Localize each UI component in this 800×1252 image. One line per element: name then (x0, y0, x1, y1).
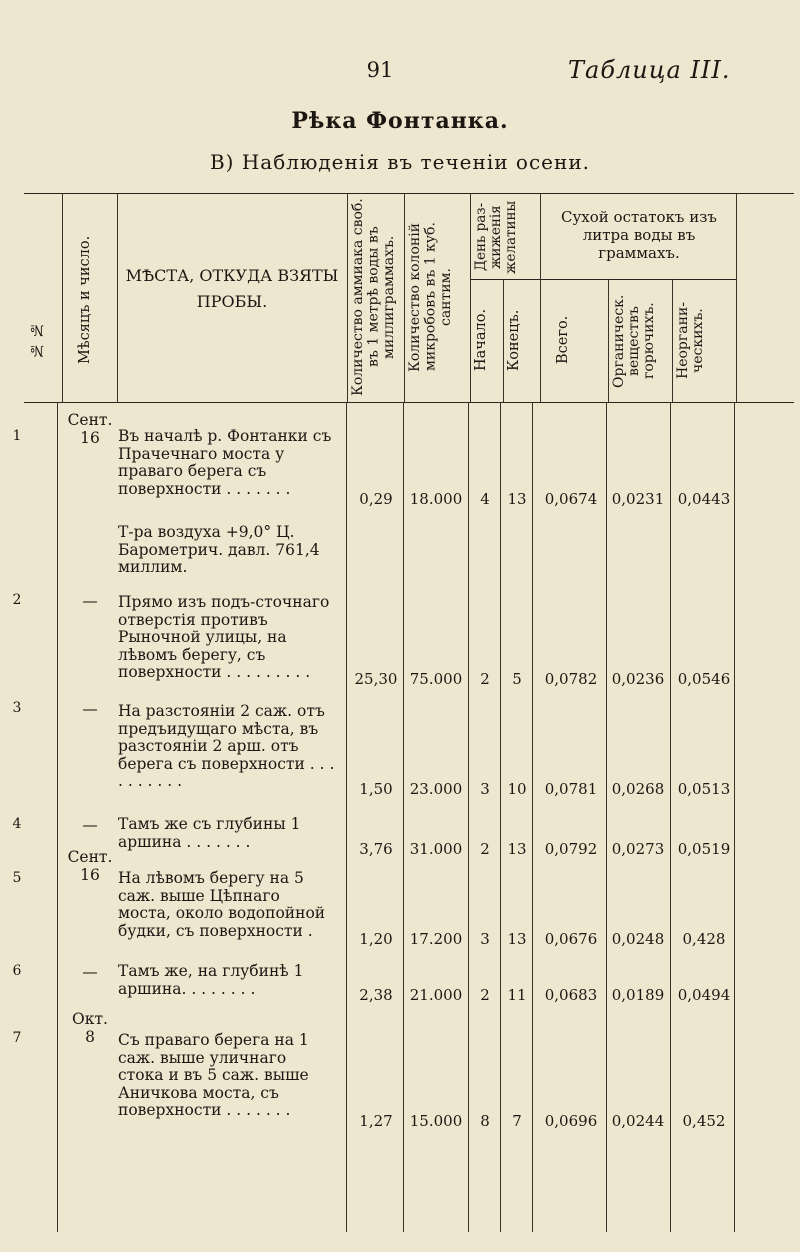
colonies-value: 21.000 (409, 986, 463, 1004)
sample-place: Съ праваго берега на 1 саж. выше уличнаго стока и въ 5 саж. выше Аничкова моста, съ поверхности . . . . . . . (118, 1031, 309, 1119)
gel-end-value: 13 (507, 490, 527, 508)
sample-place: Тамъ же съ глубины 1 аршина . . . . . . . (118, 815, 301, 851)
col-rule (57, 402, 58, 1232)
row-date (60, 816, 120, 834)
row-number: 6 (12, 963, 22, 979)
document-subtitle: В) Наблюденія въ теченіи осени. (209, 150, 591, 174)
gel-start-value: 3 (480, 930, 490, 948)
col-rule (532, 402, 533, 1232)
column-header-gel-start: Начало. (473, 308, 489, 372)
column-header-dry-group: Сухой остатокъ изъ литра воды въ граммахъ. (561, 208, 717, 262)
dry-total-value: 0,0676 (544, 930, 598, 948)
date-month: — (82, 700, 98, 718)
gel-start-value: 2 (480, 986, 490, 1004)
column-header-date: Мѣсяцъ и число. (77, 235, 93, 365)
row-number: 2 (12, 592, 22, 608)
dry-inorganic-value: 0,0513 (677, 780, 731, 798)
col-rule (468, 402, 469, 1232)
dry-total-value: 0,0782 (544, 670, 598, 688)
col-rule (470, 193, 471, 402)
dry-inorganic-value: 0,0546 (677, 670, 731, 688)
gel-start-value: 8 (480, 1112, 490, 1130)
col-rule (500, 402, 501, 1232)
column-header-ammonia: Количество аммиака своб. въ 1 метрѣ воды въ миллиграммахъ. (350, 198, 397, 396)
date-day: 8 (85, 1028, 95, 1046)
row-date (60, 848, 120, 884)
dry-inorganic-value: 0,452 (682, 1112, 726, 1130)
date-month: Сент. (67, 848, 113, 866)
gel-end-value: 11 (507, 986, 527, 1004)
table-top-rule (24, 193, 794, 194)
dry-total-value: 0,0674 (544, 490, 598, 508)
table-label: Таблица III. (568, 56, 731, 84)
gel-end-value: 5 (512, 670, 522, 688)
gel-subheader-rule (470, 279, 540, 280)
sample-place: Тамъ же, на глубинѣ 1 аршина. . . . . . . . (118, 962, 304, 998)
col-rule (672, 279, 673, 402)
col-rule (670, 402, 671, 1232)
gel-start-value: 2 (480, 670, 490, 688)
dry-total-value: 0,0683 (544, 986, 598, 1004)
col-rule (606, 402, 607, 1232)
date-month: Сент. (67, 411, 113, 429)
row-date (60, 700, 120, 718)
column-header-dry-inorganic: Неоргани- ческихъ. (675, 302, 706, 380)
col-rule (346, 402, 347, 1232)
document-title: Рѣка Фонтанка. (291, 108, 509, 134)
dry-organic-value: 0,0244 (611, 1112, 665, 1130)
col-rule (608, 279, 609, 402)
col-rule (403, 402, 404, 1232)
column-header-dry-total: Всего. (555, 315, 571, 365)
gel-start-value: 4 (480, 490, 490, 508)
date-day: 16 (80, 866, 100, 884)
column-header-colonies: Количество колоній микробовъ въ 1 куб. сантим. (407, 222, 454, 372)
gel-start-value: 2 (480, 840, 490, 858)
row-date (60, 1010, 120, 1046)
col-rule (117, 193, 118, 402)
sample-place: На разстояніи 2 саж. отъ предъидущаго мѣста, въ разстояніи 2 арш. отъ берега съ поверхности . . . . . . . . . . (118, 702, 335, 790)
ammonia-value: 1,50 (359, 780, 393, 798)
date-day: 16 (80, 429, 100, 447)
colonies-value: 31.000 (409, 840, 463, 858)
date-month: — (82, 963, 98, 981)
column-header-dry-organic: Органическ. веществъ горючихъ. (611, 294, 657, 388)
header-bottom-rule (24, 402, 794, 403)
colonies-value: 23.000 (409, 780, 463, 798)
row-number: 1 (12, 428, 22, 444)
row-date (60, 963, 120, 981)
column-header-place: МѢСТА, ОТКУДА ВЗЯТЫ ПРОБЫ. (125, 266, 339, 311)
row-number: 3 (12, 700, 22, 716)
dry-inorganic-value: 0,0519 (677, 840, 731, 858)
col-rule (404, 193, 405, 402)
dry-organic-value: 0,0236 (611, 670, 665, 688)
colonies-value: 75.000 (409, 670, 463, 688)
column-header-gel-group: День раз- жиженія желатины (473, 200, 519, 274)
row-number: 4 (12, 816, 22, 832)
dry-inorganic-value: 0,0443 (677, 490, 731, 508)
col-rule (540, 193, 541, 402)
dry-total-value: 0,0792 (544, 840, 598, 858)
air-temperature-note: Т-ра воздуха +9,0° Ц. Барометрич. давл. 761,4 миллим. (118, 523, 320, 576)
dry-organic-value: 0,0273 (611, 840, 665, 858)
dry-total-value: 0,0696 (544, 1112, 598, 1130)
dry-total-value: 0,0781 (544, 780, 598, 798)
gel-end-value: 13 (507, 930, 527, 948)
dry-inorganic-value: 0,0494 (677, 986, 731, 1004)
row-number: 5 (12, 870, 22, 886)
date-month: — (82, 592, 98, 610)
ammonia-value: 1,20 (359, 930, 393, 948)
ammonia-value: 0,29 (359, 490, 393, 508)
date-month: — (82, 816, 98, 834)
gel-end-value: 7 (512, 1112, 522, 1130)
page-number: 91 (366, 58, 394, 82)
ammonia-value: 25,30 (354, 670, 398, 688)
colonies-value: 18.000 (409, 490, 463, 508)
ammonia-value: 3,76 (359, 840, 393, 858)
date-month: Окт. (72, 1010, 108, 1028)
sample-place: Прямо изъ подъ-сточнаго отверстія противъ Рыночной улицы, на лѣвомъ берегу, съ поверхности . . . . . . . . . (118, 593, 330, 681)
dry-organic-value: 0,0189 (611, 986, 665, 1004)
row-date (60, 411, 120, 447)
col-rule (503, 279, 504, 402)
gel-end-value: 13 (507, 840, 527, 858)
gel-end-value: 10 (507, 780, 527, 798)
row-number: 7 (12, 1030, 22, 1046)
ammonia-value: 2,38 (359, 986, 393, 1004)
ammonia-value: 1,27 (359, 1112, 393, 1130)
row-date (60, 592, 120, 610)
sample-place: На лѣвомъ берегу на 5 саж. выше Цѣпнаго моста, около водопойной будки, съ поверхности . (118, 869, 326, 940)
column-header-gel-end: Конецъ. (506, 309, 522, 371)
dry-subheader-rule (540, 279, 736, 280)
sample-place: Въ началѣ р. Фонтанки съ Прачечнаго моста у праваго берега съ поверхности . . . . . . . (118, 427, 332, 498)
col-rule (736, 193, 737, 402)
col-rule (734, 402, 735, 1232)
col-rule (347, 193, 348, 402)
dry-organic-value: 0,0231 (611, 490, 665, 508)
dry-organic-value: 0,0248 (611, 930, 665, 948)
colonies-value: 15.000 (409, 1112, 463, 1130)
dry-organic-value: 0,0268 (611, 780, 665, 798)
gel-start-value: 3 (480, 780, 490, 798)
dry-inorganic-value: 0,428 (682, 930, 726, 948)
col-rule (62, 193, 63, 402)
colonies-value: 17.200 (409, 930, 463, 948)
column-header-num: № № (29, 321, 45, 359)
